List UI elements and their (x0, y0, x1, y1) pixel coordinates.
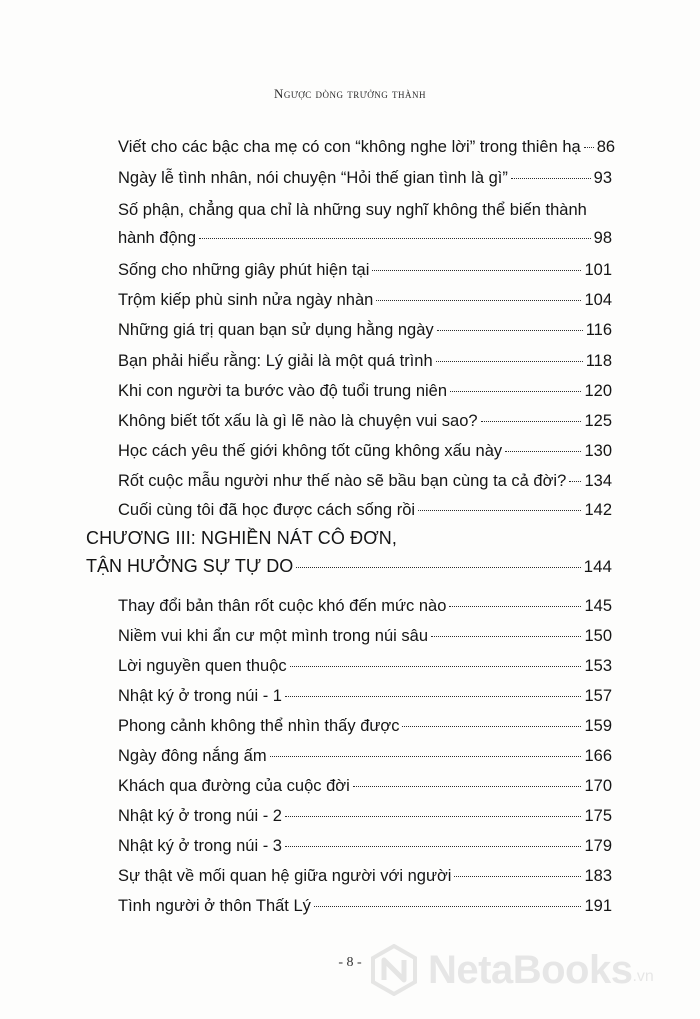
toc-entry (118, 656, 612, 676)
toc-entry-title: Nhật ký ở trong núi - 3 (118, 837, 282, 855)
toc-entry (118, 441, 612, 461)
toc-entry-page: 150 (584, 627, 612, 645)
toc-entry-page: 183 (584, 867, 612, 885)
toc-entry (118, 290, 612, 310)
dot-leader (511, 178, 591, 179)
toc-entry-page: 104 (584, 291, 612, 309)
dot-leader (450, 391, 581, 392)
toc-entry-title: Học cách yêu thế giới không tốt cũng không xấu này (118, 442, 503, 460)
toc-entry-title: Không biết tốt xấu là gì lẽ nào là chuyện vui sao? (118, 412, 478, 430)
toc-entry (118, 381, 612, 401)
toc-entry (118, 411, 612, 431)
dot-leader (481, 421, 582, 422)
toc-entry (118, 596, 612, 616)
chapter-heading-line1: CHƯƠNG III: NGHIỀN NÁT CÔ ĐƠN, (86, 528, 397, 548)
dot-leader (199, 238, 591, 239)
toc-entry-title: Bạn phải hiểu rằng: Lý giải là một quá trình (118, 352, 433, 370)
chapter-page: 144 (583, 557, 612, 576)
toc-entry-page: 153 (584, 657, 612, 675)
toc-entry-title: Cuối cùng tôi đã học được cách sống rồi (118, 501, 416, 519)
dot-leader (437, 330, 583, 331)
toc-entry-title: Viết cho các bậc cha mẹ có con “không nghe lời” trong thiên hạ (118, 138, 581, 156)
dot-leader (505, 451, 581, 452)
toc-entry (118, 351, 612, 371)
toc-entry (118, 836, 612, 856)
dot-leader (296, 567, 580, 568)
toc-entry-title: Sống cho những giây phút hiện tại (118, 261, 370, 279)
dot-leader (314, 906, 582, 907)
toc-entry-page: 120 (584, 382, 612, 400)
toc-entry-page: 157 (584, 687, 612, 705)
toc-entry-title: Rốt cuộc mẫu người như thế nào sẽ bầu bạn cùng ta cả đời? (118, 472, 567, 490)
toc-entry-page: 86 (596, 138, 616, 156)
dot-leader (285, 696, 581, 697)
toc-entry-title: Nhật ký ở trong núi - 1 (118, 687, 282, 705)
toc-entry-page: 130 (584, 442, 612, 460)
toc-entry-title: Tình người ở thôn Thất Lý (118, 897, 311, 915)
toc-entry-title: Sự thật về mối quan hệ giữa người với người (118, 867, 452, 885)
netabooks-logo-icon (368, 944, 420, 996)
running-header: Ngược dòng trưởng thành (273, 86, 427, 101)
toc-entry (118, 746, 612, 766)
toc-entry-title: Khi con người ta bước vào độ tuổi trung niên (118, 382, 448, 400)
dot-leader (449, 606, 581, 607)
toc-entry-page: 191 (584, 897, 612, 915)
toc-entry-page: 159 (584, 717, 612, 735)
toc-entry (118, 260, 612, 280)
toc-entry-title-line2: hành động (118, 229, 196, 247)
toc-entry-page: 116 (585, 321, 612, 339)
toc-entry (118, 806, 612, 826)
dot-leader (418, 510, 581, 511)
chapter-heading-line2: TẬN HƯỞNG SỰ TỰ DO (86, 556, 294, 576)
watermark-suffix: .vn (632, 968, 654, 985)
dot-leader (290, 666, 582, 667)
toc-entry-title: Những giá trị quan bạn sử dụng hằng ngày (118, 321, 434, 339)
dot-leader (402, 726, 581, 727)
toc-entry-page: 134 (584, 472, 612, 490)
toc-entry-page: 125 (584, 412, 612, 430)
toc-entry-page: 118 (585, 352, 612, 370)
toc-entry (118, 686, 612, 706)
dot-leader (454, 876, 581, 877)
toc-entry-page: 170 (584, 777, 612, 795)
toc-entry-page: 175 (584, 807, 612, 825)
netabooks-watermark (368, 940, 654, 1000)
dot-leader (431, 636, 581, 637)
chapter-heading (86, 556, 612, 577)
toc-entry-title: Niềm vui khi ẩn cư một mình trong núi sâu (118, 627, 429, 645)
dot-leader (436, 361, 583, 362)
toc-entry-page: 142 (584, 501, 612, 519)
toc-entry-title: Ngày lễ tình nhân, nói chuyện “Hỏi thế gian tình là gì” (118, 169, 508, 187)
toc-entry-title: Phong cảnh không thể nhìn thấy được (118, 717, 400, 735)
dot-leader (285, 846, 581, 847)
toc-entry-title-line1: Số phận, chẳng qua chỉ là những suy nghĩ không thể biến thành (118, 201, 587, 219)
toc-entry (118, 896, 612, 916)
toc-entry (118, 776, 612, 796)
toc-entry (118, 168, 612, 188)
toc-entry-page: 145 (584, 597, 612, 615)
toc-entry-title: Khách qua đường của cuộc đời (118, 777, 350, 795)
toc-entry-page: 101 (584, 261, 612, 279)
toc-entry (118, 320, 612, 340)
dot-leader (285, 816, 581, 817)
watermark-brand: NetaBooks (428, 947, 633, 992)
dot-leader (569, 481, 581, 482)
toc-entry (118, 716, 612, 736)
dot-leader (372, 270, 581, 271)
toc-entry-title: Trộm kiếp phù sinh nửa ngày nhàn (118, 291, 374, 309)
dot-leader (584, 147, 594, 148)
toc-entry-title: Ngày đông nắng ấm (118, 747, 267, 765)
toc-entry-title: Nhật ký ở trong núi - 2 (118, 807, 282, 825)
toc-entry (118, 500, 612, 520)
toc-entry (118, 228, 612, 248)
toc-entry (118, 866, 612, 886)
toc-entry-page: 98 (593, 229, 612, 247)
toc-entry (118, 137, 616, 157)
toc-entry-page: 93 (593, 169, 612, 187)
toc-entry (118, 471, 612, 491)
page-folio: - 8 - (338, 955, 362, 970)
toc-entry-title: Lời nguyền quen thuộc (118, 657, 287, 675)
toc-entry-page: 179 (584, 837, 612, 855)
toc-entry (118, 626, 612, 646)
dot-leader (270, 756, 582, 757)
dot-leader (376, 300, 581, 301)
dot-leader (353, 786, 582, 787)
toc-entry-page: 166 (584, 747, 612, 765)
toc-entry-title: Thay đổi bản thân rốt cuộc khó đến mức nào (118, 597, 447, 615)
